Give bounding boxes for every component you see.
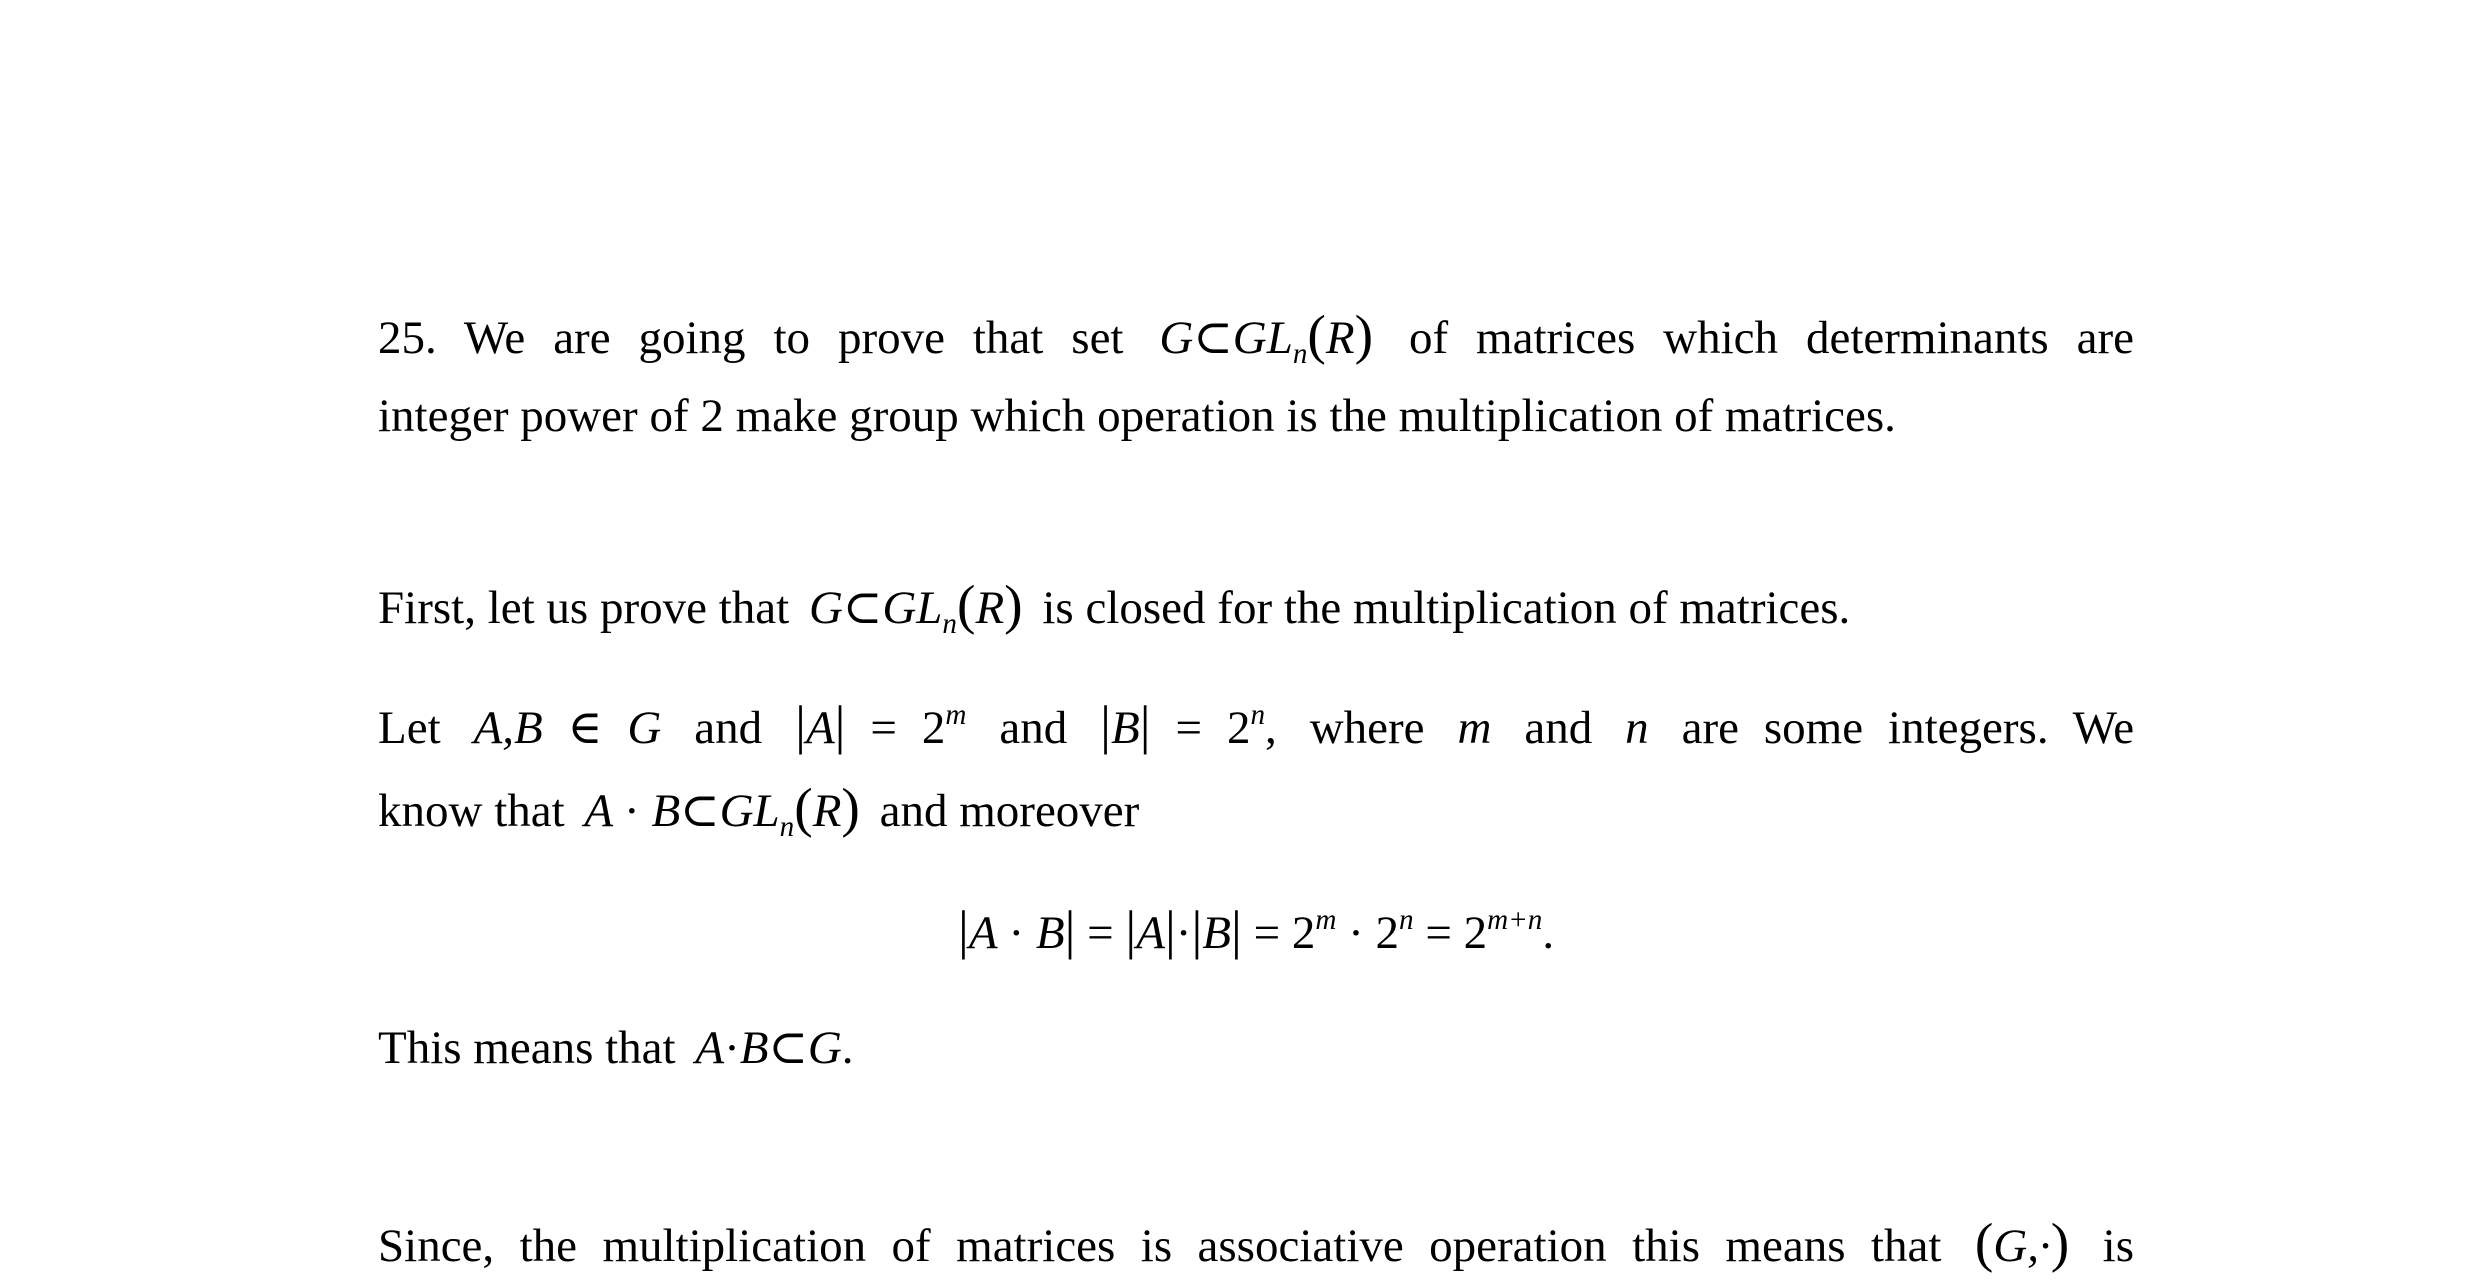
- closure-conclusion: This means that A·B⊂G.: [378, 1010, 2134, 1087]
- problem-statement-line-2: [378, 378, 2134, 455]
- closure-know-line: know that $A \cdot B\subset GL_n(R)$ and moreover: [378, 777, 1140, 844]
- math-detB: |B| = 2$^n$,: [1100, 695, 1277, 755]
- math-n: n: [1625, 702, 1649, 754]
- text: 25. We are going to prove that set: [378, 312, 1124, 364]
- display-equation-det-product: $|A \cdot B| = |A|\cdot|B| = 2^m \cdot 2^n = 2^{m+n}$.: [958, 900, 1555, 960]
- text: integer power of 2 make group which operation is the multiplication of matrices.: [378, 390, 1896, 442]
- closure-intro: [378, 570, 2134, 647]
- math-G-subset-GLn-R: $G\subset GL_n(R)$: [808, 574, 1023, 641]
- math-AB-subset-GLn-R: $A \cdot B\subset GL_n(R)$: [584, 777, 860, 844]
- problem-statement-line-1: [378, 300, 2134, 377]
- text: of matrices which determinants are: [1408, 312, 2135, 364]
- closure-let-line: Let A,B ∈ G and |A| = 2$^m$ and |B| = 2$^n$, where m and n are some integers. We: [378, 695, 2135, 755]
- math-AB-subset-G: A·B⊂G.: [695, 1022, 854, 1074]
- text: is closed for the multiplication of matrices.: [1042, 582, 1851, 634]
- math-G-subset-GLn-R: $G\subset GL_n(R)$: [1159, 304, 1374, 371]
- math-G-dot-pair: (G,·): [1974, 1212, 2070, 1273]
- math-detA: |A| = 2$^m$: [795, 695, 967, 755]
- math-A-B-in-G: A,B ∈ G: [473, 702, 662, 754]
- text: First, let us prove that: [378, 582, 790, 634]
- associativity-line: Since, the multiplication of matrices is associative operation this means that (G,·) is: [378, 1212, 2135, 1273]
- math-m: m: [1457, 702, 1492, 754]
